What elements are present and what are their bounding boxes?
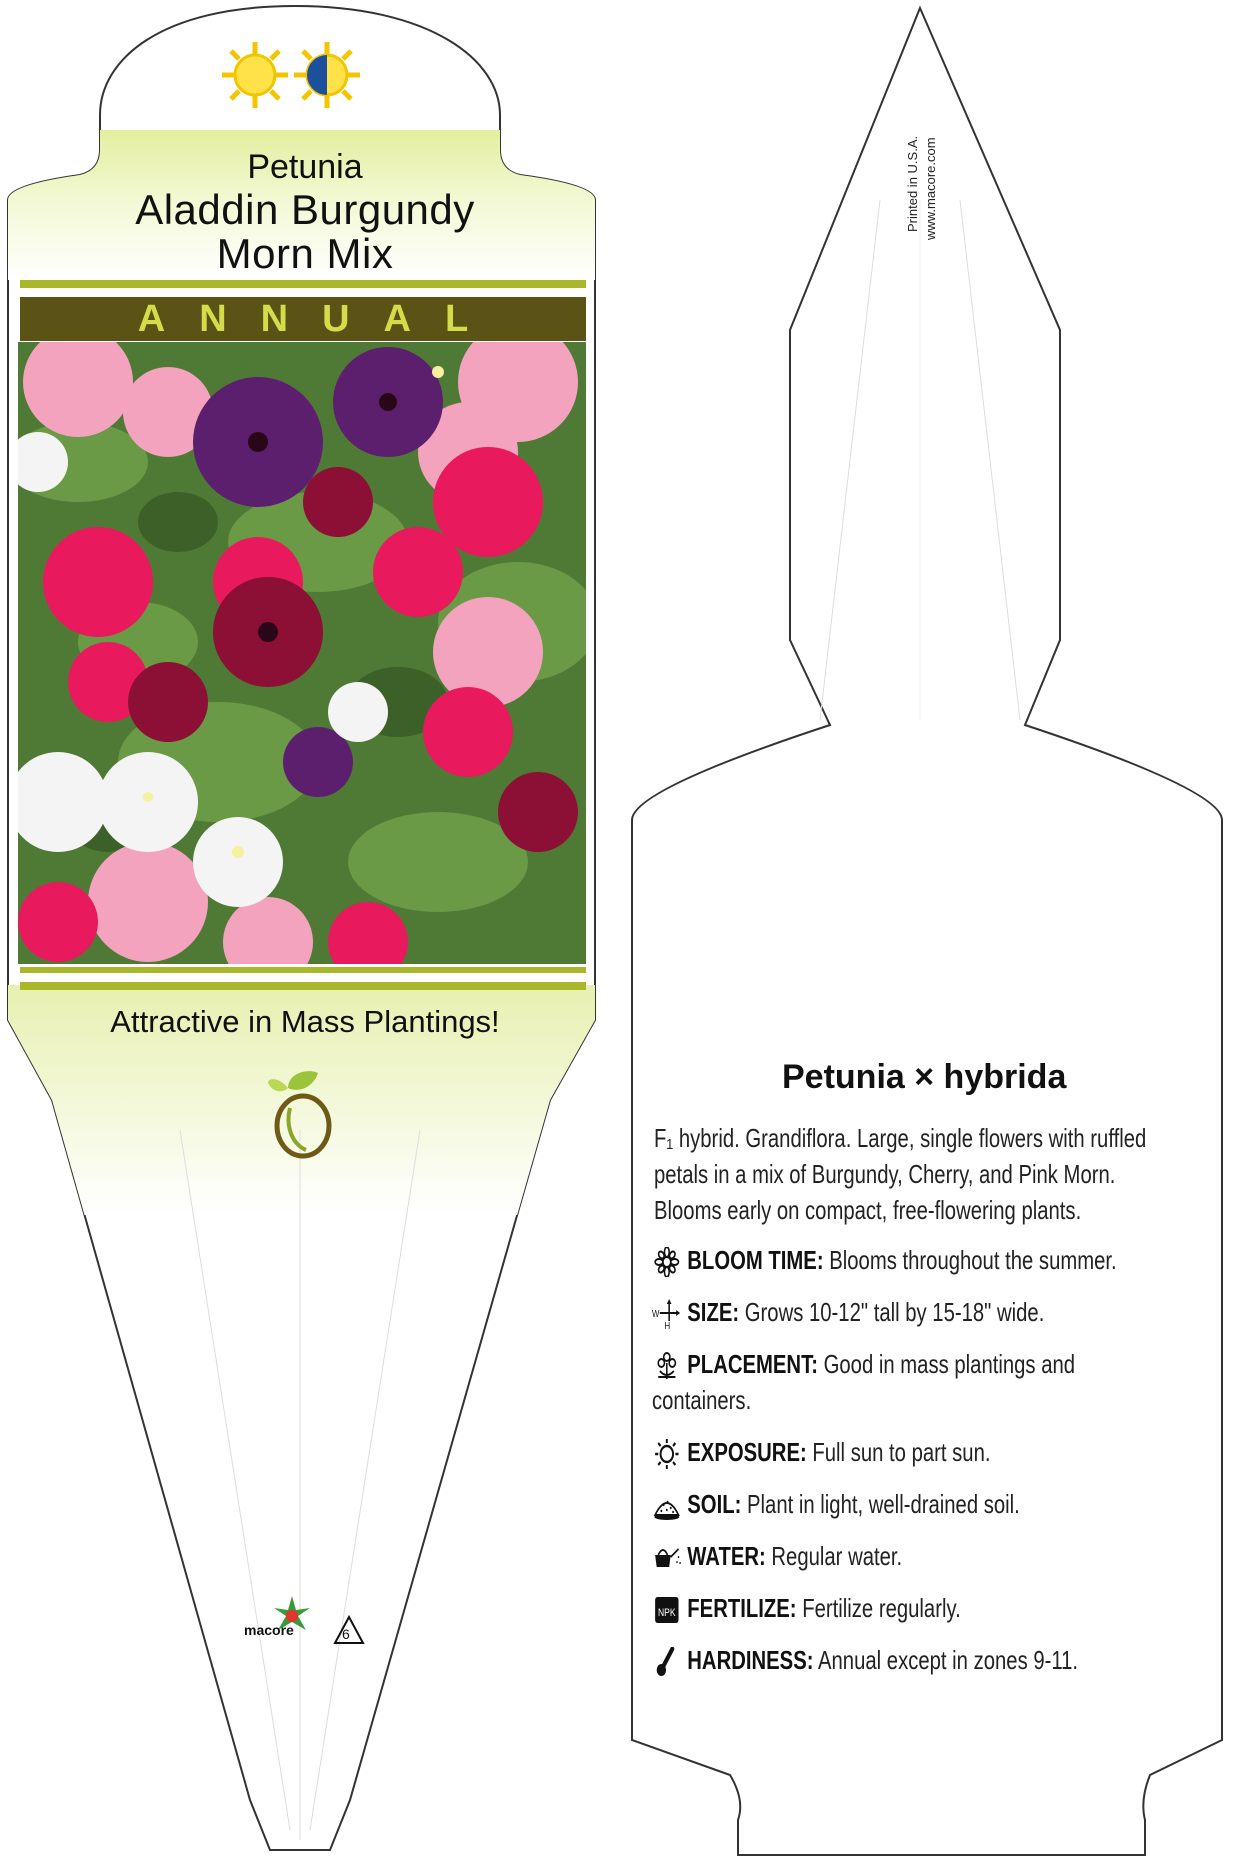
care-soil (652, 1486, 1214, 1522)
cultivar-line-1: Aladdin Burgundy (135, 186, 475, 233)
plant-description (654, 1120, 1216, 1228)
plant-genus: Petunia (247, 148, 363, 186)
care-text: Grows 10-12" tall by 15-18" wide. (744, 1297, 1045, 1327)
care-hardiness (652, 1642, 1214, 1678)
part-sun-icon (294, 42, 360, 108)
care-label: HARDINESS: (687, 1645, 814, 1675)
full-sun-icon (222, 42, 288, 108)
website-text: www.macore.com (923, 137, 938, 240)
size-w-letter: W (652, 1308, 660, 1320)
scientific-name: Petunia × hybrida (782, 1058, 1067, 1096)
category-bar: ANNUAL (20, 297, 586, 341)
care-text: Blooms throughout the summer. (829, 1245, 1117, 1275)
care-size (652, 1294, 1214, 1330)
care-label: SIZE: (687, 1297, 740, 1327)
description-line-2: petals in a mix of Burgundy, Cherry, and Pink Morn. (654, 1159, 1116, 1189)
size-h-letter: H (664, 1320, 671, 1330)
care-exposure (652, 1434, 1214, 1470)
care-label: BLOOM TIME: (687, 1245, 824, 1275)
care-label: PLACEMENT: (687, 1349, 818, 1379)
back-tag-outline (632, 8, 1222, 1855)
care-fertilize (652, 1590, 1214, 1626)
thermometer-icon (652, 1647, 682, 1677)
flower-icon (652, 1247, 682, 1277)
band-line-top (20, 280, 586, 288)
care-text-continued: containers. (652, 1385, 752, 1415)
care-text: Good in mass plantings and (823, 1349, 1076, 1379)
recycle-code: 6 (342, 1626, 350, 1642)
leaf-seed-logo-icon (268, 1068, 338, 1160)
care-text: Full sun to part sun. (812, 1437, 991, 1467)
band-line-bottom-1 (20, 967, 586, 973)
npk-text: NPK (657, 1607, 676, 1620)
watering-can-icon (652, 1543, 682, 1573)
band-line-bottom-2 (20, 982, 586, 990)
brand-mark (244, 1600, 364, 1660)
front-tagline: Attractive in Mass Plantings! (110, 1004, 500, 1039)
care-label: WATER: (687, 1541, 766, 1571)
care-label: SOIL: (687, 1489, 742, 1519)
care-label: EXPOSURE: (687, 1437, 807, 1467)
plant-placement-icon (652, 1351, 682, 1381)
care-text: Plant in light, well-drained soil. (747, 1489, 1020, 1519)
cultivar-line-2: Morn Mix (216, 230, 394, 277)
care-text: Fertilize regularly. (802, 1593, 961, 1623)
sun-outline-icon (652, 1439, 682, 1469)
care-placement (652, 1346, 1214, 1418)
description-line-3: Blooms early on compact, free-flowering plants. (654, 1195, 1082, 1225)
npk-fertilizer-icon (652, 1595, 682, 1625)
care-text: Regular water. (771, 1541, 903, 1571)
printed-in-text: Printed in U.S.A. (905, 135, 920, 232)
brand-name: macore (244, 1622, 294, 1638)
print-info (905, 112, 965, 242)
sun-exposure-icons (220, 40, 362, 110)
care-text: Annual except in zones 9-11. (818, 1645, 1079, 1675)
soil-pile-icon (652, 1491, 682, 1521)
flower-photo (18, 342, 586, 964)
care-water (652, 1538, 1214, 1574)
care-bloom-time (652, 1242, 1214, 1278)
description-line-1: F₁ hybrid. Grandiflora. Large, single flowers with ruffled (654, 1123, 1147, 1153)
size-arrows-icon (652, 1299, 682, 1329)
care-label: FERTILIZE: (687, 1593, 797, 1623)
cultivar-name (20, 188, 590, 276)
